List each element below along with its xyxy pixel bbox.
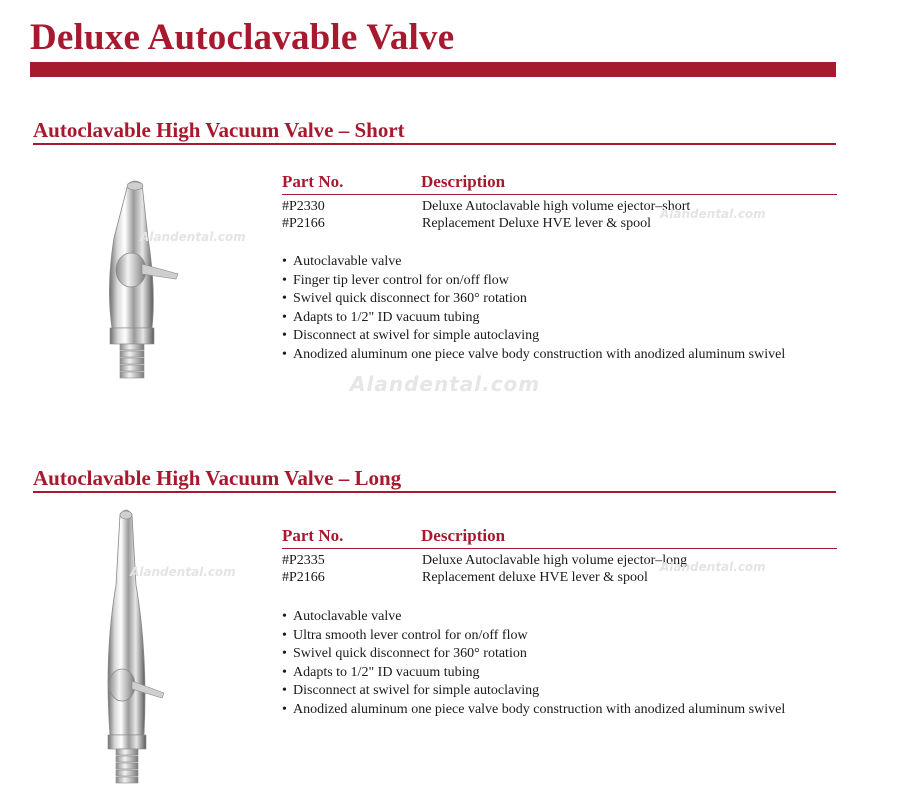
column-header-description: Description bbox=[421, 172, 506, 191]
watermark: Alandental.com bbox=[130, 565, 236, 579]
list-item: • Disconnect at swivel for simple autoclaving bbox=[282, 328, 540, 344]
list-item: • Autoclavable valve bbox=[282, 609, 402, 624]
part-description: Replacement deluxe HVE lever & spool bbox=[422, 570, 648, 585]
long-valve-image bbox=[90, 505, 180, 792]
list-item: • Finger tip lever control for on/off flow bbox=[282, 272, 509, 288]
column-header-part-no: Part No. bbox=[282, 172, 344, 191]
page-title: Deluxe Autoclavable Valve bbox=[30, 17, 455, 58]
list-item: • Ultra smooth lever control for on/off flow bbox=[282, 627, 528, 643]
title-bar bbox=[30, 62, 836, 77]
list-item: • Autoclavable valve bbox=[282, 254, 402, 269]
column-header-description: Description bbox=[421, 526, 506, 545]
section-title-short: Autoclavable High Vacuum Valve – Short bbox=[33, 118, 405, 142]
part-number: #P2166 bbox=[282, 570, 325, 585]
section-rule-short bbox=[33, 143, 836, 145]
part-number: #P2166 bbox=[282, 216, 325, 231]
watermark: Alandental.com bbox=[350, 372, 541, 396]
table-header-short bbox=[282, 172, 837, 195]
table-row bbox=[282, 552, 837, 569]
part-description: Deluxe Autoclavable high volume ejector–short bbox=[422, 199, 691, 214]
list-item: • Adapts to 1/2" ID vacuum tubing bbox=[282, 664, 480, 680]
short-valve-image bbox=[90, 178, 190, 383]
part-number: #P2335 bbox=[282, 553, 325, 568]
column-header-part-no: Part No. bbox=[282, 526, 344, 545]
list-item: • Swivel quick disconnect for 360° rotation bbox=[282, 646, 527, 662]
list-item: • Disconnect at swivel for simple autoclaving bbox=[282, 683, 540, 699]
list-item: • Anodized aluminum one piece valve body construction with anodized aluminum swivel bbox=[282, 346, 786, 362]
part-description: Replacement Deluxe HVE lever & spool bbox=[422, 216, 651, 231]
watermark: Alandental.com bbox=[140, 230, 246, 244]
table-row bbox=[282, 569, 837, 586]
table-header-long bbox=[282, 526, 837, 549]
section-title-long: Autoclavable High Vacuum Valve – Long bbox=[33, 466, 402, 490]
part-description: Deluxe Autoclavable high volume ejector–long bbox=[422, 553, 688, 568]
section-rule-long bbox=[33, 491, 836, 493]
list-item: • Anodized aluminum one piece valve body construction with anodized aluminum swivel bbox=[282, 701, 786, 717]
watermark: Alandental.com bbox=[660, 560, 766, 574]
table-row bbox=[282, 215, 837, 232]
list-item: • Swivel quick disconnect for 360° rotation bbox=[282, 291, 527, 307]
feature-list-long bbox=[282, 608, 785, 720]
part-number: #P2330 bbox=[282, 199, 325, 214]
feature-list-short bbox=[282, 253, 785, 365]
table-row bbox=[282, 198, 837, 215]
list-item: • Adapts to 1/2" ID vacuum tubing bbox=[282, 309, 480, 325]
watermark: Alandental.com bbox=[660, 207, 766, 221]
